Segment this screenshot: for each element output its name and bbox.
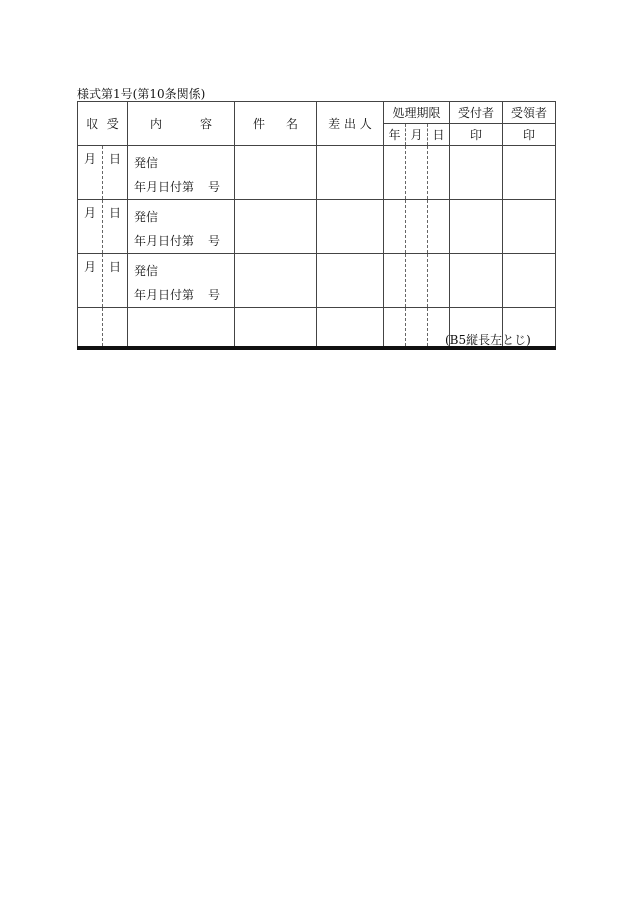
- row-day: 日: [103, 146, 128, 200]
- row-content-number: 号: [208, 288, 221, 302]
- header-receiver-seal: 印: [450, 124, 503, 146]
- row-sender-cell: [317, 200, 384, 254]
- blank-content-cell: [128, 308, 235, 349]
- row-recipient-cell: [503, 200, 556, 254]
- row-deadline-year-cell: [384, 146, 406, 200]
- row-recipient-cell: [503, 146, 556, 200]
- binding-note: (B5縦長左とじ): [445, 333, 531, 347]
- header-content-2: 容: [199, 117, 212, 131]
- header-sender: 差 出 人: [317, 102, 384, 146]
- header-deadline: 処理期限: [384, 102, 450, 124]
- row-receiver-cell: [450, 146, 503, 200]
- form-title: 様式第1号(第10条関係): [77, 87, 206, 101]
- row-content-date: 年月日付第: [134, 180, 195, 194]
- header-recipient-seal: 印: [503, 124, 556, 146]
- header-row-1: [78, 102, 556, 124]
- row-content-line2: [134, 283, 234, 307]
- table-row: [78, 146, 556, 200]
- blank-sender-cell: [317, 308, 384, 349]
- row-month: 月: [78, 254, 103, 308]
- row-content-line1: 発信: [134, 264, 159, 278]
- header-received-1: 収: [86, 117, 99, 131]
- header-deadline-year: 年: [384, 124, 406, 146]
- blank-subject-cell: [235, 308, 317, 349]
- row-content-line1: 発信: [134, 156, 159, 170]
- row-deadline-year-cell: [384, 200, 406, 254]
- blank-day-cell: [103, 308, 128, 349]
- row-subject-cell: [235, 146, 317, 200]
- row-content: [128, 146, 235, 200]
- header-received-2: 受: [106, 117, 119, 131]
- header-deadline-day: 日: [428, 124, 450, 146]
- row-subject-cell: [235, 200, 317, 254]
- header-receiver: 受付者: [450, 102, 503, 124]
- header-subject-1: 件: [253, 117, 266, 131]
- row-receiver-cell: [450, 200, 503, 254]
- blank-deadline-year-cell: [384, 308, 406, 349]
- row-month: 月: [78, 146, 103, 200]
- row-deadline-day-cell: [428, 146, 450, 200]
- row-deadline-month-cell: [406, 200, 428, 254]
- ledger-table: [77, 101, 556, 350]
- row-content-number: 号: [208, 180, 221, 194]
- header-received: [78, 102, 128, 146]
- row-content-line1: 発信: [134, 210, 159, 224]
- row-deadline-day-cell: [428, 200, 450, 254]
- row-day: 日: [103, 254, 128, 308]
- header-recipient: 受領者: [503, 102, 556, 124]
- row-content-date: 年月日付第: [134, 234, 195, 248]
- row-content-line2: [134, 229, 234, 253]
- header-content-1: 内: [150, 117, 163, 131]
- row-receiver-cell: [450, 254, 503, 308]
- blank-deadline-month-cell: [406, 308, 428, 349]
- table-row: [78, 254, 556, 308]
- blank-month-cell: [78, 308, 103, 349]
- row-month: 月: [78, 200, 103, 254]
- row-deadline-year-cell: [384, 254, 406, 308]
- row-content: [128, 254, 235, 308]
- header-subject-2: 名: [285, 117, 298, 131]
- row-content-line2: [134, 175, 234, 199]
- row-sender-cell: [317, 146, 384, 200]
- row-subject-cell: [235, 254, 317, 308]
- row-deadline-month-cell: [406, 254, 428, 308]
- row-deadline-month-cell: [406, 146, 428, 200]
- header-deadline-month: 月: [406, 124, 428, 146]
- row-content: [128, 200, 235, 254]
- row-content-number: 号: [208, 234, 221, 248]
- header-content: [128, 102, 235, 146]
- row-recipient-cell: [503, 254, 556, 308]
- row-content-date: 年月日付第: [134, 288, 195, 302]
- row-deadline-day-cell: [428, 254, 450, 308]
- table-row: [78, 200, 556, 254]
- header-subject: [235, 102, 317, 146]
- row-day: 日: [103, 200, 128, 254]
- row-sender-cell: [317, 254, 384, 308]
